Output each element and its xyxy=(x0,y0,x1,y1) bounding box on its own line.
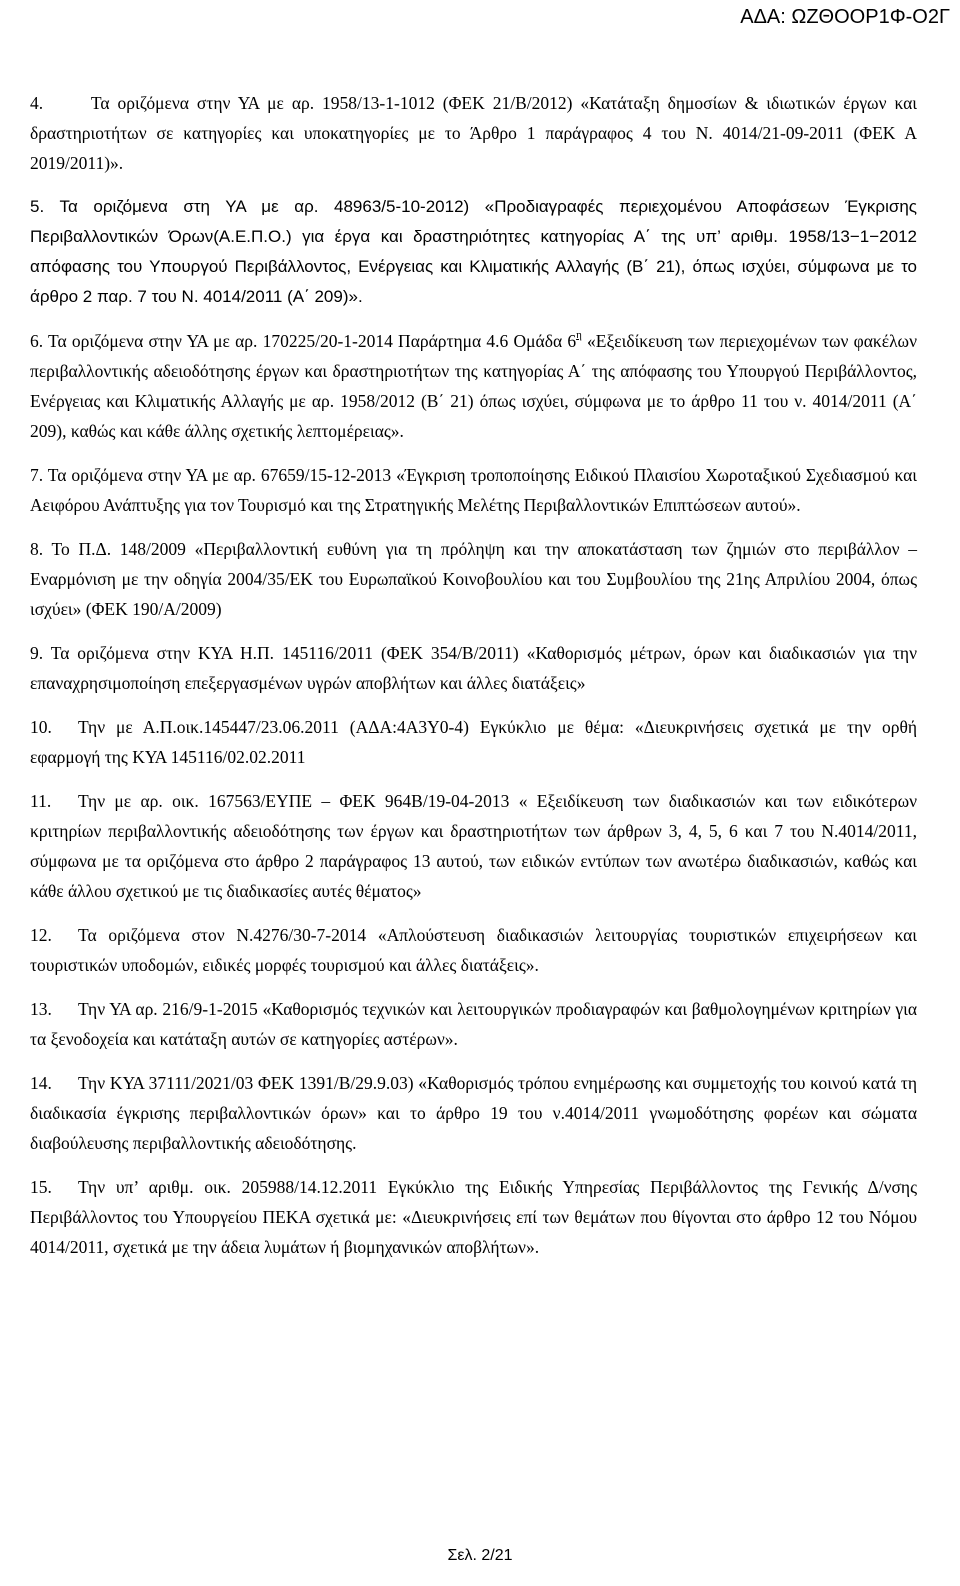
item-number: 12. xyxy=(30,925,52,945)
item-text-continued: «Εξειδίκευση των περιεχομένων των φακέλων περιβαλλοντικής αδειοδότησης έργων και δραστηριοτήτων της κατηγορίας Α΄ της απόφασης του Υπουργού Περιβάλλοντος, Ενέργειας και Κλιματικής Αλλαγής με αρ. 1958/2012 (Β΄ 21) όπως ισχύει, σύμφωνα με το άρθρο 11 του ν. 4014/2011 (Α΄ 209), καθώς και κάθε άλλης σχετικής λεπτομέρειας». xyxy=(30,331,917,441)
list-item xyxy=(30,920,917,980)
item-number: 9. xyxy=(30,643,44,663)
page-number: Σελ. 2/21 xyxy=(447,1547,513,1564)
list-item xyxy=(30,638,917,698)
list-item xyxy=(30,1068,917,1158)
item-text: Την ΚΥΑ 37111/2021/03 ΦΕΚ 1391/Β/29.9.03) «Καθορισμός τρόπου ενημέρωσης και συμμετοχής του κοινού κατά τη διαδικασία έγκρισης περιβαλλοντικών όρων» και το άρθρο 19 του ν.4014/2011 γνωμοδότησης φορέων και σώματα διαβούλευσης περιβαλλοντικής αδειοδότησης. xyxy=(30,1073,917,1153)
item-number: 4. xyxy=(30,93,44,113)
item-number: 5. xyxy=(30,197,45,216)
list-item xyxy=(30,786,917,906)
list-item xyxy=(30,192,917,312)
item-text: Τα οριζόμενα στην ΥΑ με αρ. 1958/13-1-1012 (ΦΕΚ 21/Β/2012) «Κατάταξη δημοσίων & ιδιωτικών έργων και δραστηριοτήτων σε κατηγορίες και υποκατηγορίες με το Άρθρο 1 παράγραφος 4 του Ν. 4014/21-09-2011 (ΦΕΚ Α 2019/2011)». xyxy=(30,93,917,173)
item-number: 7. xyxy=(30,465,44,485)
item-text: Την με αρ. οικ. 167563/ΕΥΠΕ – ΦΕΚ 964Β/19-04-2013 « Εξειδίκευση των διαδικασιών και των ειδικότερων κριτηρίων περιβαλλοντικής αδειοδότησης των έργων και δραστηριοτήτων των άρθρων 3, 4, 5, 6 και 7 του Ν.4014/2011, σύμφωνα με τα οριζόμενα στο άρθρο 2 παράγραφος 13 αυτού, των ειδικών εντύπων των ανωτέρω διαδικασιών, καθώς και κάθε άλλου σχετικού με τις διαδικασίες αυτές θέματος» xyxy=(30,791,917,901)
ada-header: ΑΔΑ: ΩΖΘΟΟΡ1Φ-Ο2Γ xyxy=(740,6,950,28)
item-number: 8. xyxy=(30,539,44,559)
item-number: 6. xyxy=(30,331,44,351)
item-number: 10. xyxy=(30,717,52,737)
item-number: 11. xyxy=(30,791,52,811)
list-item xyxy=(30,326,917,446)
list-item xyxy=(30,712,917,772)
item-text: Τα οριζόμενα στην ΥΑ με αρ. 170225/20-1-2014 Παράρτημα 4.6 Ομάδα 6 xyxy=(48,331,577,351)
item-number: 14. xyxy=(30,1073,52,1093)
list-item xyxy=(30,1172,917,1262)
item-text: Τα οριζόμενα στην ΥΑ με αρ. 67659/15-12-2013 «Έγκριση τροποποίησης Ειδικού Πλαισίου Χωροταξικού Σχεδιασμού και Αειφόρου Ανάπτυξης για τον Τουρισμό και της Στρατηγικής Μελέτης Περιβαλλοντικών Επιπτώσεων αυτού». xyxy=(30,465,917,515)
item-text: Τα οριζόμενα στην ΚΥΑ Η.Π. 145116/2011 (ΦΕΚ 354/Β/2011) «Καθορισμός μέτρων, όρων και διαδικασιών για την επαναχρησιμοποίηση επεξεργασμένων υγρών αποβλήτων και άλλες διατάξεις» xyxy=(30,643,917,693)
item-text: Την ΥΑ αρ. 216/9-1-2015 «Καθορισμός τεχνικών και λειτουργικών προδιαγραφών και βαθμολογημένων κριτηρίων για τα ξενοδοχεία και κατάταξη αυτών σε κατηγορίες αστέρων». xyxy=(30,999,917,1049)
item-text: Την με Α.Π.οικ.145447/23.06.2011 (ΑΔΑ:4Α3Υ0-4) Εγκύκλιο με θέμα: «Διευκρινήσεις σχετικά με την ορθή εφαρμογή της ΚΥΑ 145116/02.02.2011 xyxy=(30,717,917,767)
item-text: Το Π.Δ. 148/2009 «Περιβαλλοντική ευθύνη για τη πρόληψη και την αποκατάσταση των ζημιών στο περιβάλλον – Εναρμόνιση με την οδηγία 2004/35/ΕΚ του Ευρωπαϊκού Κοινοβουλίου και του Συμβουλίου της 21ης Απριλίου 2004, όπως ισχύει» (ΦΕΚ 190/Α/2009) xyxy=(30,539,917,619)
item-number: 15. xyxy=(30,1177,52,1197)
list-item xyxy=(30,460,917,520)
item-text: Τα οριζόμενα στον Ν.4276/30-7-2014 «Απλούστευση διαδικασιών λειτουργίας τουριστικών επιχειρήσεων και τουριστικών υποδομών, ειδικές μορφές τουρισμού και άλλες διατάξεις». xyxy=(30,925,917,975)
document-body xyxy=(30,88,917,1276)
item-text: Την υπ’ αριθμ. οικ. 205988/14.12.2011 Εγκύκλιο της Ειδικής Υπηρεσίας Περιβάλλοντος της Γενικής Δ/νσης Περιβάλλοντος του Υπουργείου ΠΕΚΑ σχετικά με: «Διευκρινήσεις επί των θεμάτων που θίγονται στο άρθρο 12 του Νόμου 4014/2011, σχετικά με την άδεια λυμάτων ή βιομηχανικών αποβλήτων». xyxy=(30,1177,917,1257)
item-number: 13. xyxy=(30,999,52,1019)
item-text: Τα οριζόμενα στη ΥΑ με αρ. 48963/5-10-2012) «Προδιαγραφές περιεχομένου Αποφάσεων Έγκρισης Περιβαλλοντικών Όρων(Α.Ε.Π.Ο.) για έργα και δραστηριότητες κατηγορίας Α΄ της υπ’ αριθμ. 1958/13−1−2012 απόφασης του Υπουργού Περιβάλλοντος, Ενέργειας και Κλιματικής Αλλαγής (Β΄ 21), όπως ισχύει, σύμφωνα με το άρθρο 2 παρ. 7 του Ν. 4014/2011 (Α΄ 209)». xyxy=(30,197,917,306)
list-item xyxy=(30,534,917,624)
list-item xyxy=(30,994,917,1054)
list-item xyxy=(30,88,917,178)
superscript: η xyxy=(576,329,582,341)
